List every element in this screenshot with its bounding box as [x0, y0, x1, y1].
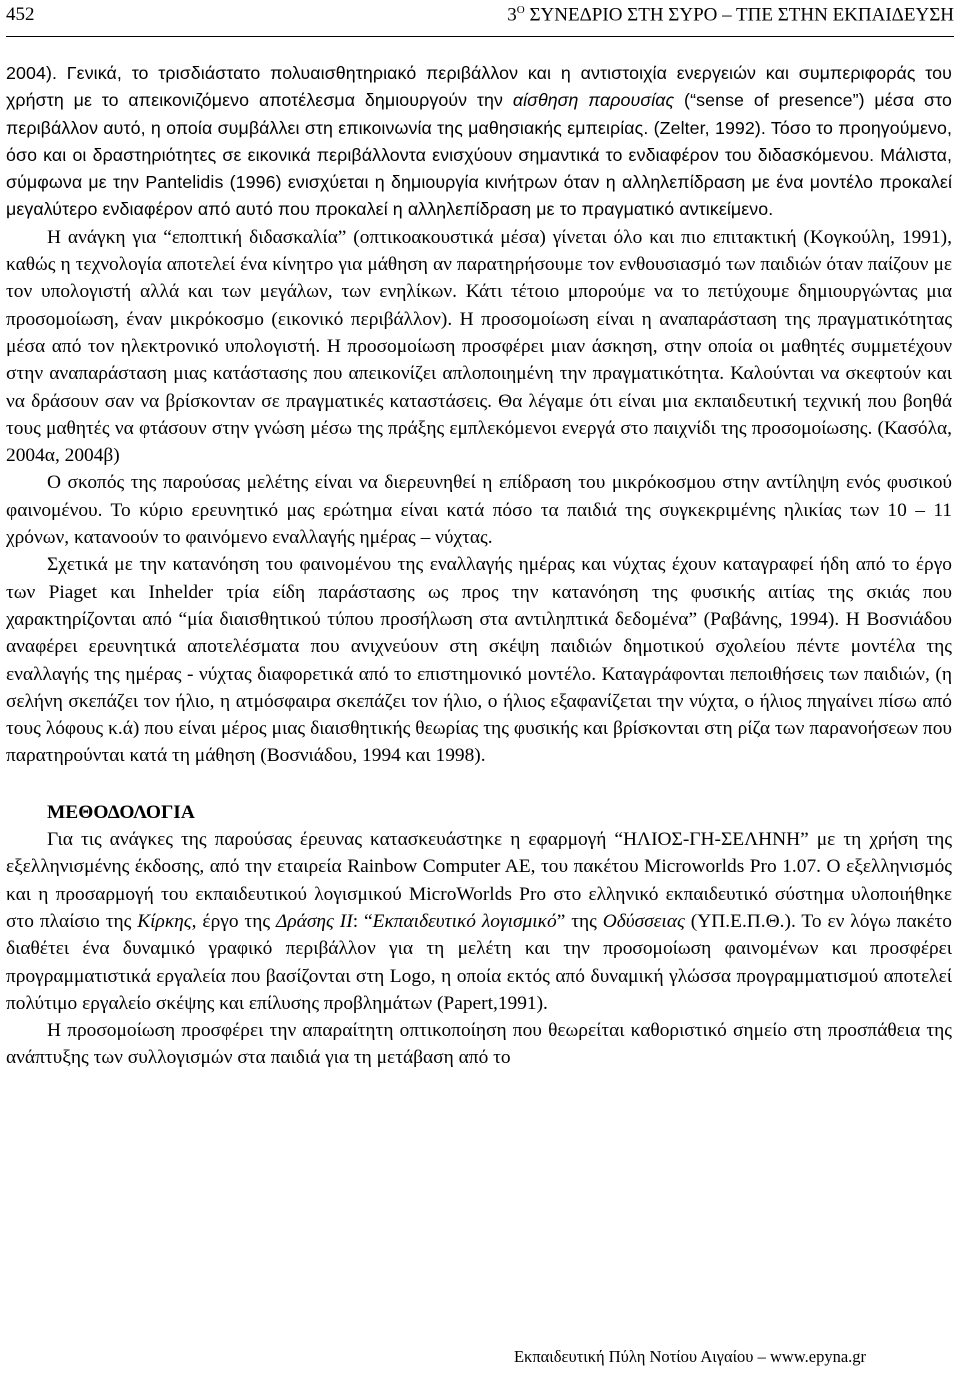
ordinal-superscript: Ο — [516, 4, 525, 16]
sense-of-presence-term: αίσθηση παρουσίας — [512, 90, 675, 111]
paragraph-intro-text-a: 2004). Γενικά, το τρισδιάστατο πολυαισθητηριακό περιβάλλον και η αντιστοιχία ενεργειών και συμπεριφοράς του χρήστη με το απεικονιζόμενο αποτέλεσμα δημιουργούν την — [6, 63, 952, 111]
paragraph-methodology — [6, 826, 952, 1017]
page-footer — [0, 1347, 960, 1367]
running-header — [6, 0, 954, 37]
running-title-text: ΣΥΝΕΔΡΙΟ ΣΤΗ ΣΥΡΟ – ΤΠΕ ΣΤΗΝ ΕΚΠΑΙΔΕΥΣΗ — [524, 4, 954, 26]
paragraph-day-night: Σχετικά με την κατανόηση του φαινομένου της εναλλαγής ημέρας και νύχτας έχουν καταγραφεί ήδη από το έργο των Piaget και Inhelder τρία είδη παράστασης ως προς την κατανόηση της φυσικής αιτίας της σκιάς που χαρακτηρίζονται από “μία διαισθητικού τύπου προσήλωση στα αντιληπτικά δεδομένα” (Ραβάνης, 1994). Η Βοσνιάδου αναφέρει ερευνητικά αποτελέσματα που ανιχνεύουν στη σκέψη παιδιών δημοτικού σχολείου πέντε μοντέλα της εναλλαγής της ημέρας - νύχτας διαφορετικά από το επιστημονικό μοντέλο. Καταγράφονται πεποιθήσεις των παιδιών, (η σελήνη σκεπάζει τον ήλιο, η ατμόσφαιρα σκεπάζει τον ήλιο, ο ήλιος εξαφανίζεται την νύχτα, ο ήλιος πηγαίνει πίσω από τους λόφους κ.ά) που είναι μέρος μιας διαισθητικής θεωρίας της φυσικής και βρίσκονται στη ρίζα των παρανοήσεων που παρατηρούνται κατά τη μάθηση (Βοσνιάδου, 1994 και 1998). — [6, 554, 952, 767]
methodology-text-b: , έργο της — [191, 910, 276, 932]
paragraph-intro — [6, 60, 952, 224]
page-body — [6, 60, 952, 1072]
kirki-term: Κίρκης — [137, 910, 192, 932]
methodology-text-a: Για τις ανάγκες της παρούσας έρευνας κατασκευάστηκε η εφαρμογή “ΗΛΙΟΣ-ΓΗ-ΣΕΛΗΝΗ” με τη χρήση της εξελληνισμένης έκδοσης, από την εταιρεία Rainbow Computer AE, του πακέτου Microworlds Pro 1.07. Ο εξελληνισμός και η προσαρμογή του εκπαιδευτικού λογισμικού MicroWorlds Pro στο ελληνικό εκπαιδευτικό σύστημα υλοποιήθηκε στο πλαίσιο της — [6, 829, 952, 932]
paragraph-study-aim: Ο σκοπός της παρούσας μελέτης είναι να διερευνηθεί η επίδραση του μικρόκοσμου στην αντίληψη ενός φυσικού φαινομένου. Το κύριο ερευνητικό μας ερώτημα είναι κατά πόσο τα παιδιά της συγκεκριμένης ηλικίας των 10 – 11 χρόνων, κατανοούν το φαινόμενο εναλλαγής ημέρας – νύχτας. — [6, 472, 952, 549]
footer-text: Εκπαιδευτική Πύλη Νοτίου Αιγαίου – www.epyna.gr — [513, 1347, 867, 1366]
ordinal-number: 3 — [507, 4, 517, 26]
odysseia-term: Οδύσσειας — [602, 910, 685, 932]
paragraph-simulation: Η προσομοίωση προσφέρει την απαραίτητη οπτικοποίηση που θεωρείται καθοριστικό σημείο στη προσπάθεια της ανάπτυξης των συλλογισμών στα παιδιά για τη μετάβαση από το — [6, 1020, 952, 1069]
paragraph-intro-text-b: (“sense of presence”) μέσα στο περιβάλλον αυτό, η οποία συμβάλλει στη επικοινωνία της μαθησιακής εμπειρίας. (Zelter, 1992). Τόσο το προηγούμενο, όσο και οι δραστηριότητες σε εικονικά περιβάλλοντα ενισχύουν σημαντικά το ενδιαφέρον του διδασκόμενου. Μάλιστα, σύμφωνα με την Pantelidis (1996) ενισχύεται η δημιουργία κινήτρων όταν η αλληλεπίδραση με ένα μοντέλο προκαλεί μεγαλύτερο ενδιαφέρον από αυτό που προκαλεί η αλληλεπίδραση με το πραγματικό αντικείμενο. — [6, 90, 952, 220]
section-heading-methodology: ΜΕΘΟΔΟΛΟΓΙΑ — [47, 801, 195, 823]
drasi-term: Δράσης ΙΙ — [275, 910, 353, 932]
methodology-text-d: ” της — [556, 910, 603, 932]
methodology-text-e: (ΥΠ.Ε.Π.Θ.). Το εν λόγω πακέτο διαθέτει ένα δυναμικό γραφικό περιβάλλον για τη μελέτη και την προσομοίωση φαινομένων και προσφέρει προγραμματιστικά εργαλεία που βασίζονται στη Logo, η οποία εκτός από δυναμική γλώσσα προγραμματισμού αποτελεί πολύτιμο εργαλείο σκέψης και επίλυσης προβλημάτων (Papert,1991). — [6, 910, 953, 1014]
running-title — [507, 4, 954, 26]
page-number: 452 — [6, 4, 35, 25]
paragraph-visual-teaching: Η ανάγκη για “εποπτική διδασκαλία” (οπτικοακουστικά μέσα) γίνεται όλο και πιο επιτακτική (Κογκούλη, 1991), καθώς η τεχνολογία αποτελεί ένα κίνητρο για μάθηση αν παρατηρήσουμε τον ενθουσιασμό των παιδιών όταν παίζουν με τον υπολογιστή αλλά και των μεγάλων, των ενηλίκων. Κάτι τέτοιο μπορούμε να το πετύχουμε δημιουργώντας μια προσομοίωση, έναν μικρόκοσμο (εικονικό περιβάλλον). Η προσομοίωση είναι η αναπαράσταση της πραγματικότητας μέσα από τον ηλεκτρονικό υπολογιστή. Η προσομοίωση προσφέρει μιαν άσκηση, στην οποία οι μαθητές συμμετέχουν στην αναπαράσταση μιας κατάστασης που απεικονίζει απλοποιημένη την πραγματικότητα. Καλούνται να σκεφτούν και να δράσουν σαν να βρίσκονταν σε πραγματικές καταστάσεις. Θα λέγαμε ότι είναι μια εκπαιδευτική τεχνική που βοηθά τους μαθητές να φτάσουν στην γνώση μέσω της πράξης εμπλεκόμενοι ενεργά στο παιχνίδι της προσομοίωσης. (Κασόλα, 2004α, 2004β) — [6, 226, 952, 467]
methodology-text-c: : “ — [352, 910, 373, 932]
educational-software-term: Εκπαιδευτικό λογισμικό — [372, 910, 557, 932]
